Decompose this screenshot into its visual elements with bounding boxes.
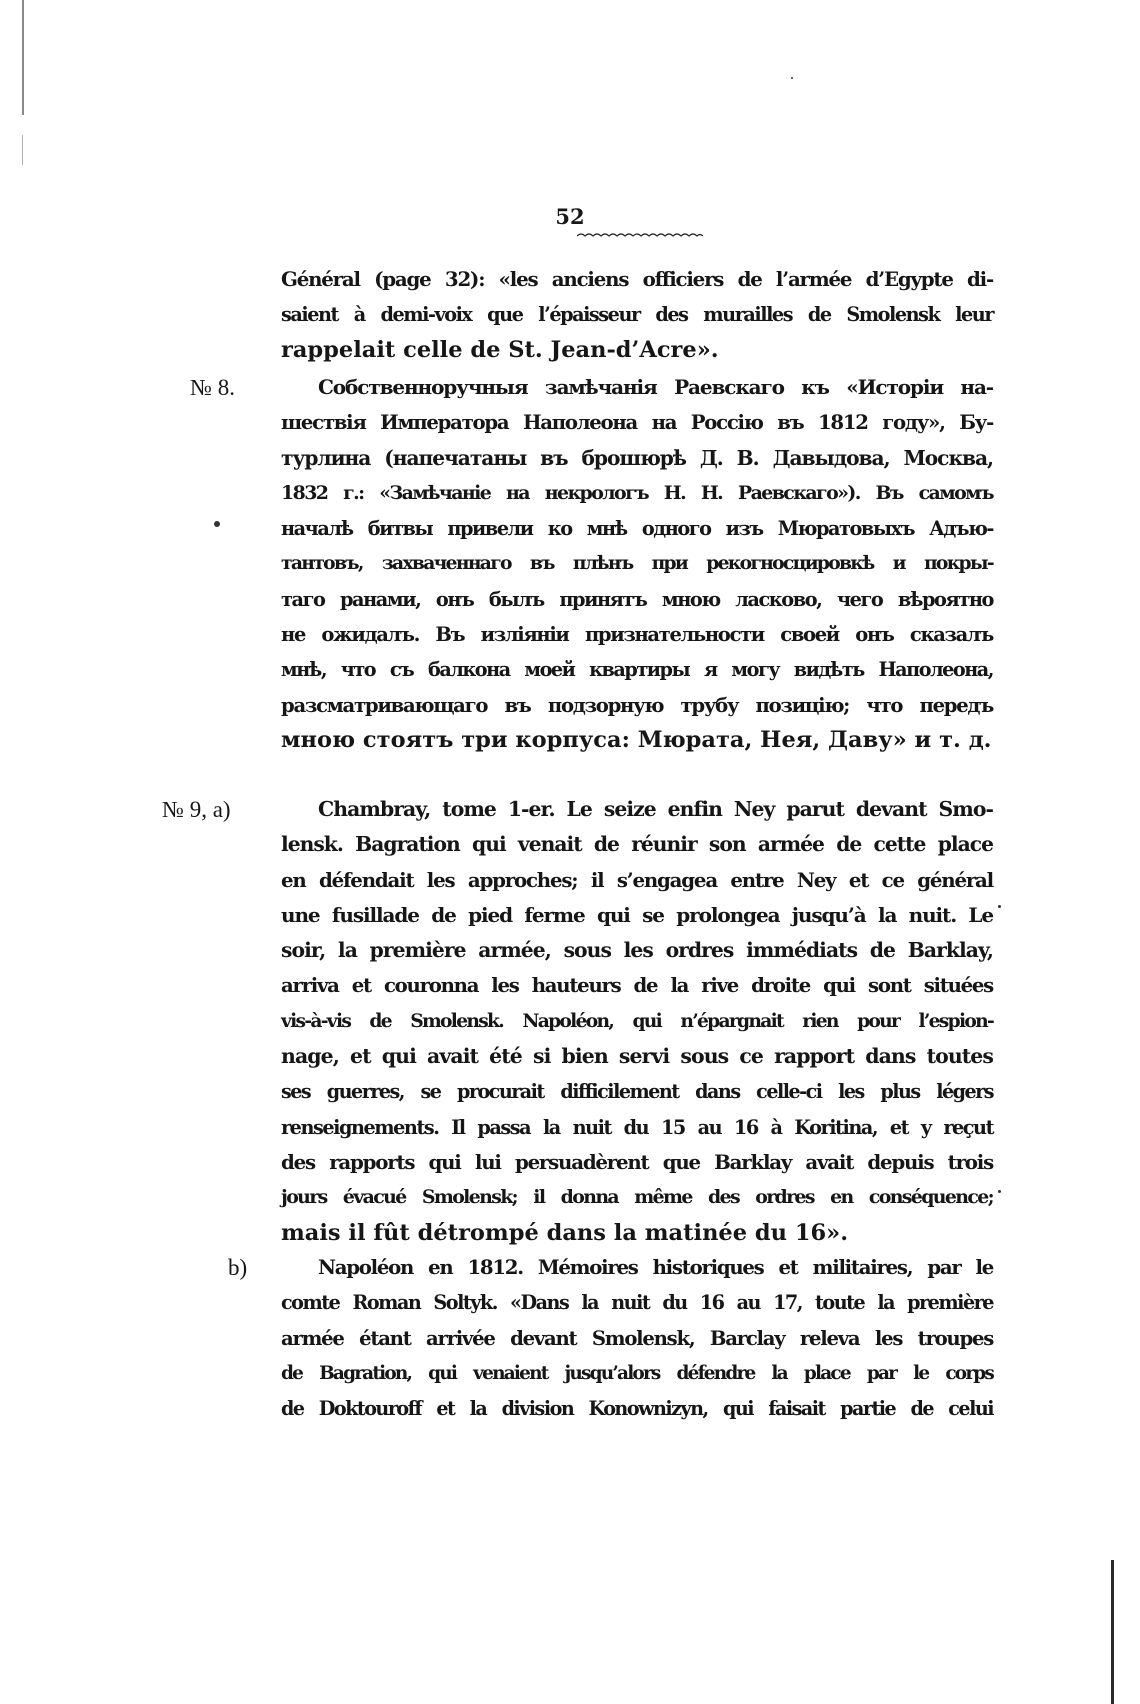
entry-9b-text <box>281 1250 993 1426</box>
text-line: nage, et qui avait été si bien servi sous ce rapport dans toutes <box>281 1044 993 1069</box>
entry-8-text <box>281 370 993 758</box>
text-line: Собственноручныя замѣчанія Раевскаго къ «Исторіи на- <box>318 375 993 399</box>
scan-edge-left-mark <box>22 135 23 165</box>
text-line: не ожидалъ. Въ изліяніи признательности своей онъ сказалъ <box>281 623 993 647</box>
scan-speck <box>791 77 793 79</box>
text-line: saient à demi-voix que l’épaisseur des murailles de Smolensk leur <box>281 303 993 327</box>
text-line: des rapports qui lui persuadèrent que Barklay avait depuis trois <box>281 1149 993 1174</box>
text-line: началѣ битвы привели ко мнѣ одного изъ Мюратовыхъ Адъю- <box>281 517 993 541</box>
text-line: en défendait les approches; il s’engagea entre Ney et ce général <box>281 867 993 892</box>
text-line: mais il fût détrompé dans la matinée du 16». <box>281 1219 849 1246</box>
scan-speck <box>998 905 1001 908</box>
text-line: une fusillade de pied ferme qui se prolongea jusqu’à la nuit. Le <box>281 902 993 927</box>
text-line: 1832 г.: «Замѣчаніе на некрологъ Н. Н. Раевскаго»). Въ самомъ <box>281 481 993 504</box>
text-line: vis-à-vis de Smolensk. Napoléon, qui n’épargnait rien pour l’espion- <box>281 1009 993 1032</box>
text-line: таго ранами, онъ былъ принятъ мною ласково, чего вѣроятно <box>281 587 993 611</box>
text-line: de Doktouroff et la division Konownizyn, qui faisait partie de celui <box>281 1397 993 1421</box>
text-line: de Bagration, qui venaient jusqu’alors défendre la place par le corps <box>281 1362 993 1384</box>
text-line: ses guerres, se procurait difficilement dans celle-ci les plus légers <box>281 1080 993 1104</box>
text-line: тантовъ, захваченнаго въ плѣнъ при рекогносцировкѣ и покры- <box>281 552 993 575</box>
paragraph-continuation <box>281 262 993 368</box>
text-line: Napoléon en 1812. Mémoires historiques et militaires, par le <box>318 1256 993 1279</box>
text-line: шествія Императора Наполеона на Россію въ 1812 году», Бу- <box>281 411 993 435</box>
scan-edge-right <box>1111 1560 1114 1704</box>
text-line: lensk. Bagration qui venait de réunir son armée de cette place <box>281 832 993 857</box>
entry-label-9a: № 9, a) <box>162 797 231 822</box>
entry-label-9b: b) <box>228 1255 248 1280</box>
text-line: comte Roman Soltyk. «Dans la nuit du 16 au 17, toute la première <box>281 1291 993 1315</box>
entry-9a-text <box>281 792 993 1251</box>
entry-label-8: № 8. <box>190 375 235 400</box>
scan-speck <box>214 521 220 527</box>
text-line: soir, la première armée, sous les ordres immédiats de Barklay, <box>281 938 993 963</box>
text-line: мнѣ, что съ балкона моей квартиры я могу видѣть Наполеона, <box>281 658 993 682</box>
text-line: rappelait celle de St. Jean-d’Acre». <box>281 336 719 363</box>
text-line: jours évacué Smolensk; il donna même des ordres en conséquence; <box>281 1186 993 1209</box>
text-line: разсматривающаго въ подзорную трубу позицію; что передъ <box>281 693 993 717</box>
page-number: 52 <box>555 204 585 229</box>
text-line: armée étant arrivée devant Smolensk, Barclay releva les troupes <box>281 1326 993 1350</box>
scan-edge-left <box>22 0 24 115</box>
text-line: турлина (напечатаны въ брошюрѣ Д. В. Давыдова, Москва, <box>281 445 993 470</box>
page-number-ornament <box>577 232 703 236</box>
text-line: мною стоятъ три корпуса: Мюрата, Нея, Даву» и т. д. <box>281 726 992 753</box>
text-line: arriva et couronna les hauteurs de la rive droite qui sont situées <box>281 974 993 998</box>
text-line: Chambray, tome 1-er. Le seize enfin Ney parut devant Smo- <box>318 797 993 821</box>
text-line: renseignements. Il passa la nuit du 15 au 16 à Koritina, et y reçut <box>281 1115 993 1139</box>
text-line: Général (page 32): «les anciens officiers de l’armée d’Egypte di- <box>281 267 993 291</box>
scan-speck <box>998 1190 1001 1193</box>
